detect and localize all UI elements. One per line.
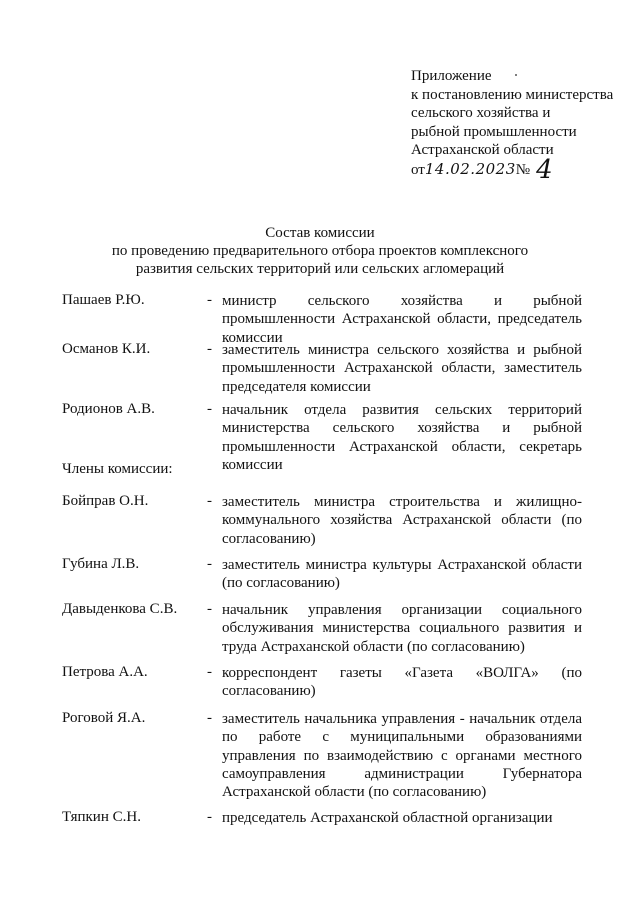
appendix-line: рыбной промышленности [411, 123, 577, 140]
person-name: Давыденкова С.В. [62, 601, 178, 617]
document-title [60, 224, 580, 278]
appendix-line: Астраханской области [411, 142, 554, 159]
person-name: Петрова А.А. [62, 664, 148, 680]
title-line: по проведению предварительного отбора проектов комплексного [111, 243, 529, 259]
dash: - [207, 493, 212, 509]
appendix-date-line [411, 154, 613, 185]
dash: - [207, 664, 212, 680]
person-role: председатель Астраханской областной организации [222, 810, 553, 826]
handwritten-date: 14.02.2023 [424, 159, 516, 178]
handwritten-number: 4 [536, 154, 553, 185]
person-role: заместитель министра строительства и жилищно-коммунального хозяйства Астраханской области (по согласованию) [222, 494, 582, 547]
person-name: Пашаев Р.Ю. [62, 292, 145, 308]
dash: - [207, 809, 212, 825]
dash: - [207, 292, 212, 308]
person-name: Родионов А.В. [62, 401, 155, 417]
appendix-line: к постановлению министерства [411, 86, 614, 103]
person-name: Роговой Я.А. [62, 710, 146, 726]
dash: - [207, 556, 212, 572]
person-role: заместитель начальника управления - начальник отдела по работе с муниципальными образованиями управления по взаимодействию с органами местного самоуправления администрации Губернатора Астраханской области (по согласованию) [222, 711, 582, 801]
appendix-line: сельского хозяйства и [411, 105, 551, 122]
dash: - [207, 710, 212, 726]
number-prefix: № [515, 161, 531, 178]
person-name: Тяпкин С.Н. [62, 809, 141, 825]
person-role: министр сельского хозяйства и рыбной промышленности Астраханской области, председатель комиссии [222, 293, 582, 346]
person-role: корреспондент газеты «Газета «ВОЛГА» (по согласованию) [222, 665, 582, 700]
dash: - [207, 601, 212, 617]
person-name: Бойправ О.Н. [62, 493, 149, 509]
members-heading: Члены комиссии: [62, 461, 173, 477]
person-role: начальник отдела развития сельских территорий министерства сельского хозяйства и рыбной промышленности Астраханской области, секретарь комиссии [222, 402, 582, 473]
person-role: заместитель министра культуры Астраханской области (по согласованию) [222, 557, 582, 592]
title-line: Состав комиссии [265, 225, 375, 241]
date-prefix: от [411, 161, 425, 178]
person-name: Османов К.И. [62, 341, 151, 357]
dash: - [207, 341, 212, 357]
person-role: заместитель министра сельского хозяйства и рыбной промышленности Астраханской области, заместитель председателя комиссии [222, 342, 582, 395]
title-line: развития сельских территорий или сельских агломераций [135, 261, 505, 277]
person-name: Губина Л.В. [62, 556, 140, 572]
appendix-line: Приложение [411, 68, 492, 84]
appendix-header [411, 67, 614, 185]
dash: - [207, 401, 212, 417]
person-role: начальник управления организации социального обслуживания министерства социального развития и труда Астраханской области (по согласованию) [222, 602, 582, 655]
